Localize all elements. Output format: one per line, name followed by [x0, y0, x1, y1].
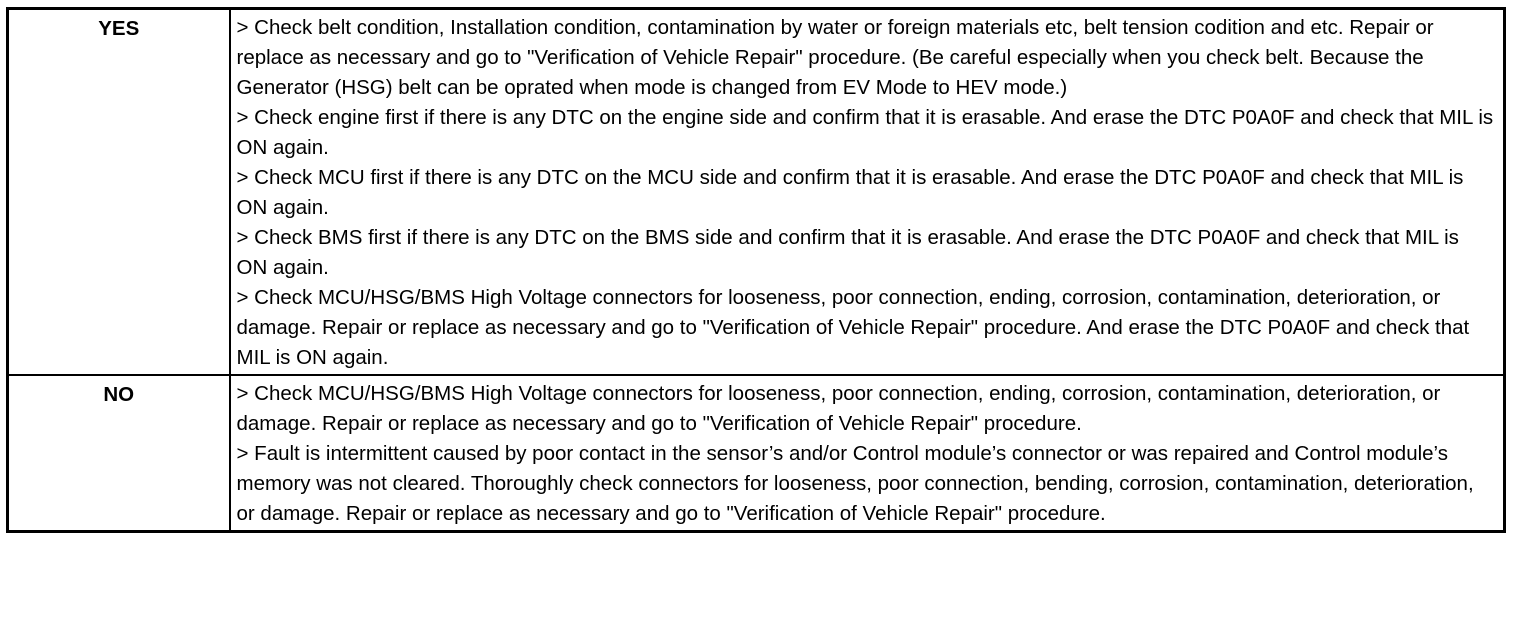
table-row-yes: [8, 9, 1505, 376]
instruction-line: > Check MCU first if there is any DTC on the MCU side and confirm that it is erasable. And erase the DTC P0A0F and check that MIL is ON again.: [236, 166, 1464, 219]
row-content-no: [230, 375, 1505, 532]
instruction-line: > Check MCU/HSG/BMS High Voltage connectors for looseness, poor connection, ending, corrosion, contamination, deterioration, or damage. Repair or replace as necessary and go to "Verification of Vehicle Repair" procedure. And erase the DTC P0A0F and check that MIL is ON again.: [236, 286, 1470, 369]
table-row-no: [8, 375, 1505, 532]
instruction-line: > Check engine first if there is any DTC on the engine side and confirm that it is erasable. And erase the DTC P0A0F and check that MIL is ON again.: [236, 106, 1494, 159]
repair-procedure-table: [6, 7, 1506, 533]
row-content-yes: [230, 9, 1505, 376]
instruction-line: > Check BMS first if there is any DTC on the BMS side and confirm that it is erasable. And erase the DTC P0A0F and check that MIL is ON again.: [236, 226, 1459, 279]
row-label-yes: YES: [8, 9, 230, 376]
instruction-line: > Check belt condition, Installation condition, contamination by water or foreign materials etc, belt tension codition and etc. Repair or replace as necessary and go to "Verification of Vehicle Repair" procedure. (Be careful especially when you check belt. Because the Generator (HSG) belt can be oprated when mode is changed from EV Mode to HEV mode.): [236, 16, 1434, 99]
instruction-line: > Check MCU/HSG/BMS High Voltage connectors for looseness, poor connection, ending, corrosion, contamination, deterioration, or damage. Repair or replace as necessary and go to "Verification of Vehicle Repair" procedure.: [236, 382, 1441, 435]
instruction-line: > Fault is intermittent caused by poor contact in the sensor’s and/or Control module’s connector or was repaired and Control module’s memory was not cleared. Thoroughly check connectors for looseness, poor connection, bending, corrosion, contamination, deterioration, or damage. Repair or replace as necessary and go to "Verification of Vehicle Repair" procedure.: [236, 442, 1474, 525]
row-label-no: NO: [8, 375, 230, 532]
